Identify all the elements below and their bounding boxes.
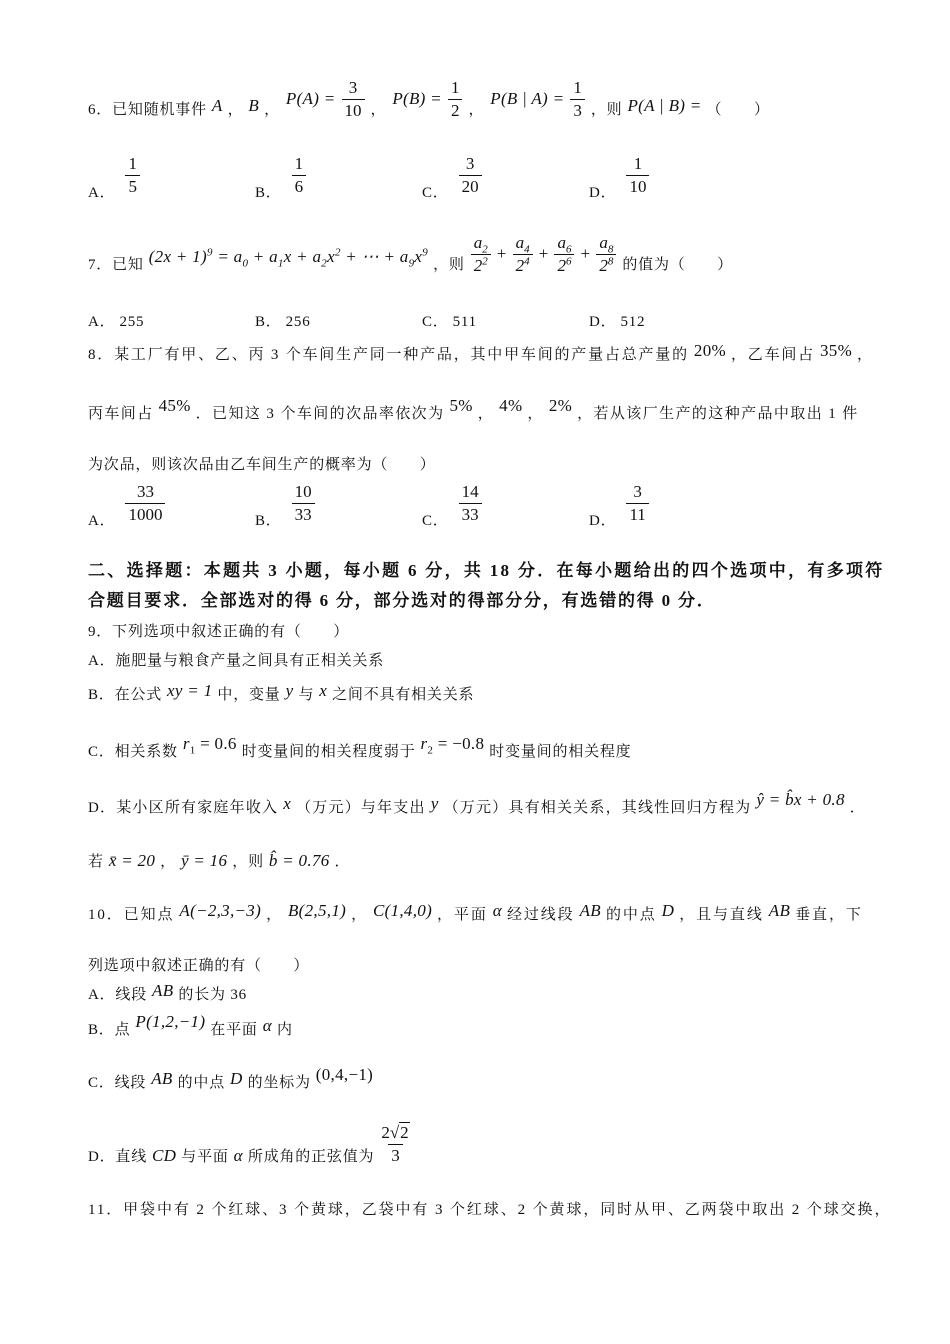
subscript: 6	[565, 243, 572, 256]
denominator: 10	[626, 175, 649, 196]
sum-term	[471, 234, 491, 275]
option-value: 256	[285, 314, 311, 330]
point-b: B(2,5,1)	[287, 901, 347, 920]
exponent: 4	[524, 255, 530, 268]
option-text: 时变量间的相关程度	[489, 744, 632, 760]
option-value: 511	[452, 314, 477, 330]
option-label: C．	[422, 184, 449, 201]
question-9-stem	[88, 622, 349, 642]
midpoint-coordinates: (0,4,−1)	[315, 1065, 374, 1084]
numerator: 1	[294, 154, 304, 173]
share-yi: 35%	[819, 341, 853, 360]
question-10-option-b	[88, 1012, 293, 1040]
option-text: 的长为 36	[178, 987, 247, 1003]
point-d: D	[661, 901, 675, 920]
option-label: B．	[255, 512, 282, 529]
comma: ，	[351, 907, 368, 923]
probability-a-given-b: P(A | B) =	[627, 95, 702, 115]
question-8-text: ．已知这 3 个车间的次品率依次为	[195, 406, 445, 422]
denominator: 3	[570, 99, 585, 120]
coefficient: a	[557, 233, 566, 252]
comma: ，	[370, 101, 387, 118]
question-10-text: 的中点	[605, 907, 657, 923]
plus-sign: +	[538, 244, 549, 264]
subscript: 4	[524, 243, 530, 256]
coefficient: 2	[381, 1123, 390, 1142]
section-heading: 二、选择题：本题共 3 小题，每小题 6 分，共 18 分．在每小题给出的四个选项中，有多项符	[88, 561, 885, 580]
numerator: 3	[348, 78, 358, 97]
base: 2	[557, 255, 566, 275]
mean-y: ȳ = 16	[180, 851, 228, 870]
exponent: 9	[206, 246, 213, 259]
option-text: （万元）与年支出	[296, 800, 426, 816]
option-d	[589, 312, 756, 332]
coefficient: a	[473, 233, 483, 252]
defect-rate-yi: 4%	[499, 396, 523, 415]
option-fraction	[292, 483, 315, 524]
sum-term	[596, 234, 616, 275]
option-value: 255	[119, 314, 145, 330]
period: ．	[849, 800, 866, 816]
probability-b-given-a-lhs: P(B | A) =	[490, 89, 565, 109]
question-8-line-1	[88, 341, 874, 365]
probability-a-lhs: P(A) =	[285, 89, 336, 109]
option-fraction	[459, 155, 482, 196]
base: 2	[515, 255, 525, 275]
question-6-lead: 6．已知随机事件	[88, 101, 207, 118]
point-a: A(−2,3,−3)	[179, 901, 262, 920]
numerator: 3	[633, 482, 642, 501]
question-10-line-2	[88, 956, 309, 976]
variable-r: r	[420, 734, 428, 753]
option-label: D．	[589, 184, 617, 201]
probability-a	[283, 79, 368, 120]
option-text: 中，变量	[217, 687, 281, 703]
point-p: P(1,2,−1)	[135, 1012, 206, 1031]
question-11-line-1	[88, 1200, 891, 1220]
then-text: ，则	[433, 256, 465, 273]
defect-rate-bing: 2%	[548, 396, 573, 415]
segment-ab: AB	[151, 1069, 173, 1088]
expansion-part: + ⋯ + a	[340, 246, 409, 266]
question-10-lead: 10．已知点	[88, 907, 175, 923]
formula: xy = 1	[167, 681, 213, 700]
option-fraction	[459, 483, 482, 524]
option-text: 所成角的正弦值为	[247, 1148, 375, 1165]
option-text: 与	[298, 687, 315, 703]
option-c	[422, 154, 589, 201]
denominator: 2	[448, 99, 463, 120]
subscript: 2	[482, 243, 488, 256]
option-text: 与平面	[181, 1148, 229, 1165]
denominator	[596, 254, 616, 275]
option-text: D．某小区所有家庭年收入	[88, 800, 279, 816]
variable-y: y	[285, 681, 294, 700]
probability-b	[389, 79, 465, 120]
question-10-option-c	[88, 1065, 378, 1093]
variable-r: r	[182, 734, 190, 753]
option-label: B．	[255, 184, 282, 201]
option-text: B．在公式	[88, 687, 163, 703]
expansion-part: x	[327, 246, 335, 266]
denominator: 10	[342, 99, 365, 120]
option-b	[255, 154, 422, 201]
denominator: 33	[459, 503, 482, 524]
probability-b-fraction	[448, 79, 463, 120]
sum-term	[554, 234, 574, 275]
option-fraction	[626, 483, 648, 524]
option-a	[88, 312, 255, 332]
share-bing: 45%	[158, 396, 191, 415]
question-9-text: 9．下列选项中叙述正确的有（ ）	[88, 624, 350, 640]
defect-rate-jia: 5%	[449, 396, 473, 415]
base: 2	[599, 255, 608, 275]
correlation-r1	[182, 734, 237, 757]
option-a	[88, 154, 255, 201]
plus-sign: +	[580, 244, 591, 264]
question-10-text: ，且与直线	[679, 907, 764, 923]
option-text: 之间不具有相关关系	[332, 687, 475, 703]
option-text: A．施肥量与粮食产量之间具有正相关关系	[88, 653, 385, 669]
subscript: 2	[321, 257, 328, 270]
question-9-option-d-line-1	[88, 790, 866, 818]
option-text: （万元）具有相关关系，其线性回归方程为	[443, 800, 752, 816]
base: 2	[473, 255, 483, 275]
plus-sign: +	[496, 244, 507, 264]
option-text: 的中点	[177, 1075, 225, 1091]
question-8-options	[88, 482, 756, 529]
probability-a-fraction	[342, 79, 365, 120]
segment-ab: AB	[152, 981, 174, 1000]
value: = −0.8	[433, 734, 485, 753]
radical-sign: √	[389, 1123, 400, 1142]
numerator	[471, 234, 491, 254]
option-text: 内	[276, 1022, 293, 1038]
option-a	[88, 482, 255, 529]
denominator: 3	[388, 1144, 403, 1165]
question-10-text: 垂直，下	[795, 907, 863, 923]
question-8-text: 为次品，则该次品由乙车间生产的概率为（ ）	[88, 457, 436, 473]
option-fraction	[125, 155, 140, 196]
plane-alpha: α	[262, 1016, 272, 1035]
option-text: B．点	[88, 1022, 131, 1038]
period: ．	[334, 854, 351, 870]
answer-blank: （ ）	[706, 101, 770, 118]
option-label: A．	[88, 314, 116, 330]
exponent: 9	[422, 246, 429, 259]
correlation-r2	[420, 734, 485, 757]
then-text: ，则	[590, 101, 623, 118]
question-10-text: 列选项中叙述正确的有（ ）	[88, 958, 310, 974]
segment-ab: AB	[579, 901, 601, 920]
question-6-options	[88, 154, 756, 201]
numerator: 1	[450, 78, 460, 97]
coefficient: a	[599, 233, 608, 252]
option-label: D．	[589, 314, 617, 330]
question-7-options	[88, 312, 756, 332]
option-c	[422, 312, 589, 332]
numerator: 1	[633, 154, 643, 173]
radicand: 2	[400, 1123, 409, 1142]
numerator	[596, 234, 616, 254]
subscript: 9	[408, 257, 415, 270]
question-10-text: 经过线段	[506, 907, 575, 923]
option-label: C．	[422, 314, 449, 330]
option-fraction	[125, 483, 165, 524]
comma: ，	[527, 406, 544, 422]
numerator	[378, 1124, 412, 1144]
denominator: 20	[459, 175, 482, 196]
share-jia: 20%	[693, 341, 726, 360]
value: = 0.6	[195, 734, 237, 753]
exponent: 6	[565, 255, 572, 268]
comma: ，	[160, 854, 176, 870]
option-label: C．	[422, 512, 449, 529]
option-fraction	[292, 155, 307, 196]
binomial-expansion	[148, 246, 429, 270]
line-ab: AB	[768, 901, 791, 920]
option-text: 若	[88, 854, 104, 870]
option-c	[422, 482, 589, 529]
variable-y: y	[430, 794, 439, 813]
subscript: 1	[189, 744, 196, 757]
question-9-option-b	[88, 681, 475, 705]
mean-x: x̄ = 20	[108, 851, 156, 870]
section-heading: 合题目要求．全部选对的得 6 分，部分选对的得部分分，有选错的得 0 分．	[88, 591, 716, 610]
option-d	[589, 482, 756, 529]
question-8-text: 丙车间占	[88, 406, 154, 422]
denominator: 6	[292, 175, 307, 196]
question-10-option-d	[88, 1124, 416, 1167]
option-text: ，则	[232, 854, 264, 870]
subscript: 0	[242, 257, 249, 270]
question-8-text: 8．某工厂有甲、乙、丙 3 个车间生产同一种产品，其中甲车间的产量占总产量的	[88, 347, 689, 363]
expansion-part: + a	[248, 246, 278, 266]
slope-estimate: b̂ = 0.76	[268, 851, 330, 870]
probability-b-lhs: P(B) =	[392, 89, 442, 109]
point-d: D	[230, 1069, 243, 1088]
option-label: D．	[589, 512, 617, 529]
question-10-line-1	[88, 901, 863, 925]
option-text: A．线段	[88, 987, 148, 1003]
section-2-header-line-2	[88, 591, 716, 611]
option-fraction	[626, 155, 649, 196]
question-8-text: ，若从该厂生产的这种产品中取出 1 件	[577, 406, 859, 422]
comma: ，	[264, 101, 280, 118]
option-value: 512	[620, 314, 646, 330]
line-cd: CD	[152, 1145, 177, 1165]
comma: ，	[266, 907, 283, 923]
option-text: 时变量间的相关程度弱于	[241, 744, 416, 760]
comma: ，	[227, 101, 244, 118]
numerator: 33	[136, 482, 154, 501]
option-b	[255, 482, 422, 529]
fraction-sum	[468, 234, 620, 275]
question-8-line-3	[88, 455, 436, 475]
numerator	[513, 234, 533, 254]
question-7-lead: 7．已知	[88, 256, 144, 273]
question-10-option-a	[88, 981, 247, 1005]
comma: ，	[477, 406, 495, 422]
point-c: C(1,4,0)	[372, 901, 433, 920]
numerator	[554, 234, 574, 254]
plane-alpha: α	[233, 1145, 243, 1165]
question-9-option-c	[88, 734, 632, 762]
section-2-header-line-1	[88, 561, 885, 581]
plane-alpha: α	[492, 901, 502, 920]
numerator: 1	[128, 154, 137, 173]
denominator	[471, 254, 491, 275]
option-text: 在平面	[210, 1022, 258, 1038]
expansion-part: (2x + 1)	[148, 246, 207, 266]
option-b	[255, 312, 422, 332]
question-10-text: ，平面	[437, 907, 488, 923]
question-7-stem	[88, 234, 733, 275]
probability-b-given-a-fraction	[570, 79, 585, 120]
expansion-part: = a	[212, 246, 243, 266]
sum-term	[513, 234, 533, 275]
denominator: 11	[626, 503, 648, 524]
option-text: C．线段	[88, 1075, 147, 1091]
comma: ，	[468, 101, 485, 118]
question-8-text: ，乙车间占	[730, 347, 815, 363]
exponent: 2	[334, 246, 341, 259]
numerator: 10	[294, 482, 312, 501]
question-9-option-d-line-2	[88, 852, 350, 872]
denominator	[554, 254, 574, 275]
subscript: 2	[427, 744, 434, 757]
question-7-tail: 的值为（ ）	[622, 256, 733, 273]
expansion-part: x + a	[283, 246, 322, 266]
option-text: D．直线	[88, 1148, 148, 1165]
subscript: 1	[277, 257, 284, 270]
option-label: A．	[88, 184, 116, 201]
exponent: 8	[607, 255, 614, 268]
numerator: 14	[461, 482, 479, 501]
question-6-stem	[88, 79, 770, 120]
option-d	[589, 154, 756, 201]
question-8-line-2	[88, 396, 859, 424]
probability-b-given-a	[487, 79, 588, 120]
coefficient: a	[515, 233, 525, 252]
denominator	[513, 254, 533, 275]
numerator: 3	[465, 154, 475, 173]
variable-x: x	[283, 794, 292, 813]
option-label: B．	[255, 314, 282, 330]
question-9-option-a	[88, 651, 384, 671]
denominator: 5	[125, 175, 140, 196]
event-b: B	[248, 95, 260, 115]
exponent: 2	[482, 255, 488, 268]
regression-equation: ŷ = b̂x + 0.8	[756, 790, 845, 809]
variable-x: x	[319, 681, 328, 700]
sine-value-fraction	[378, 1124, 412, 1165]
comma: ，	[857, 347, 874, 363]
denominator: 33	[292, 503, 315, 524]
event-a: A	[211, 95, 223, 115]
option-label: A．	[88, 512, 116, 529]
question-11-text: 11．甲袋中有 2 个红球、3 个黄球，乙袋中有 3 个红球、2 个黄球，同时从甲、乙两袋中取出 2 个球交换，	[88, 1202, 892, 1218]
option-text: 的坐标为	[247, 1075, 311, 1091]
numerator: 1	[573, 78, 582, 97]
subscript: 8	[607, 243, 614, 256]
denominator: 1000	[125, 503, 165, 524]
expansion-part: x	[414, 246, 423, 266]
option-text: C．相关系数	[88, 744, 178, 760]
